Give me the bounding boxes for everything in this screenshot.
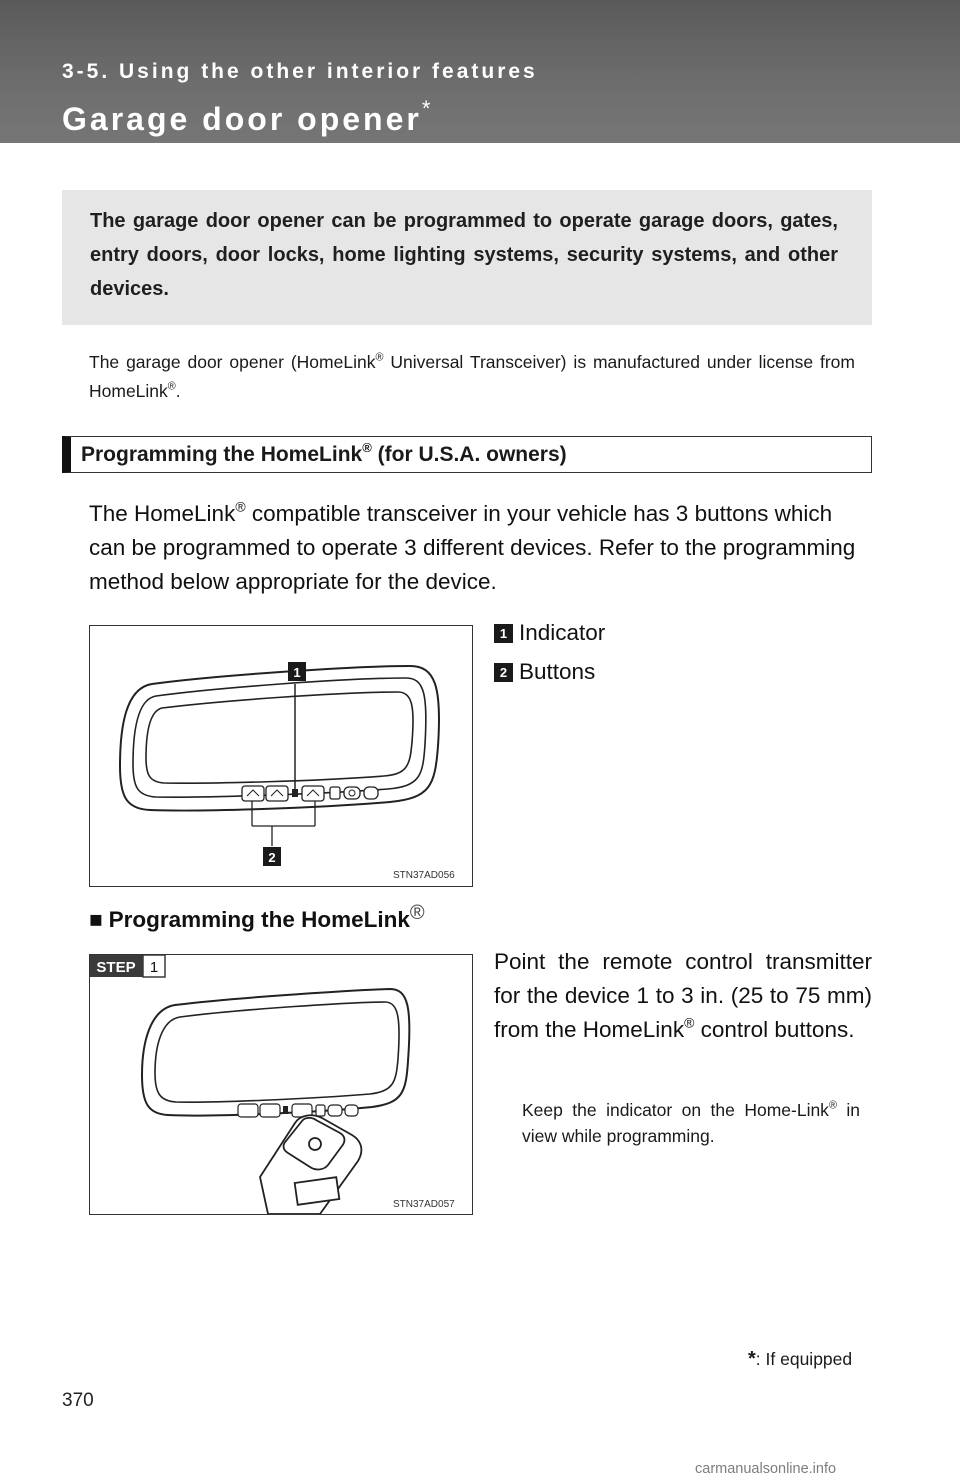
step-number: 1 [149, 959, 159, 976]
step1-text-1: Point the remote control transmitter for the device 1 to 3 in. (25 to 75 mm) from the HomeLink [494, 949, 872, 1042]
registered-mark: ® [828, 1099, 837, 1112]
rearview-mirror-illustration [90, 626, 472, 886]
page-header [0, 0, 960, 143]
step1-note-2: in view while programming. [522, 1100, 860, 1146]
footnote [748, 1348, 852, 1371]
step-label: STEP [96, 959, 136, 976]
section-number: 3-5. Using the other interior features [62, 60, 538, 83]
page-title-text: Garage door opener [62, 101, 422, 137]
step1-figure [89, 954, 473, 1215]
subsection-heading [62, 436, 872, 473]
registered-mark: ® [375, 351, 384, 364]
step1-text-2: control buttons. [694, 1017, 855, 1042]
legend-number: 2 [494, 663, 513, 682]
registered-mark: ® [362, 439, 372, 455]
legend-item-indicator [494, 620, 605, 646]
home-button-1 [242, 786, 264, 801]
intro-box [62, 190, 872, 325]
page-number: 370 [62, 1390, 94, 1411]
figure-code: STN37AD057 [393, 1199, 455, 1210]
legend-label: Indicator [519, 620, 606, 645]
step1-instruction [494, 945, 872, 1047]
license-paragraph [89, 348, 855, 406]
home-button-2 [266, 786, 288, 801]
if-equipped-mark: * [421, 96, 431, 121]
page-title [62, 96, 430, 138]
license-text-1: The garage door opener (HomeLink [89, 352, 376, 372]
body-text-2: compatible transceiver in your vehicle has 3 buttons which can be programmed to operate 3 different devices. Refer to the programming method below appropriate for the device. [89, 501, 856, 594]
mirror-figure [89, 625, 473, 887]
home-button-3 [302, 786, 324, 801]
programming-title: Programming the HomeLink [108, 907, 410, 932]
indicator-light [292, 789, 298, 797]
watermark: carmanualsonline.info [695, 1461, 837, 1477]
registered-mark: ® [167, 380, 176, 393]
body-text-1: The HomeLink [89, 501, 236, 526]
callout-1: 1 [293, 665, 301, 680]
license-text-end: . [175, 381, 181, 401]
step1-note [522, 1097, 860, 1149]
footnote-mark: * [748, 1348, 756, 1370]
footnote-text: : If equipped [755, 1349, 853, 1369]
step1-note-1: Keep the indicator on the Home-Link [522, 1100, 829, 1120]
mirror-and-remote-illustration [90, 955, 472, 1214]
registered-mark: ® [235, 498, 246, 515]
subsection-title-2: (for U.S.A. owners) [371, 443, 567, 466]
registered-mark: ® [409, 902, 425, 924]
registered-mark: ® [684, 1014, 695, 1031]
license-text-2: Universal Transceiver) is manufactured under license from HomeLink [89, 352, 855, 401]
body-paragraph [89, 497, 872, 599]
subsection-title-1: Programming the HomeLink [81, 443, 363, 466]
legend-label: Buttons [519, 659, 596, 684]
bullet-square: ■ [89, 907, 103, 932]
figure-code: STN37AD056 [393, 870, 455, 881]
legend-item-buttons [494, 659, 595, 685]
callout-2: 2 [268, 850, 276, 865]
legend-number: 1 [494, 624, 513, 643]
programming-heading [89, 902, 425, 933]
intro-text: The garage door opener can be programmed to operate garage doors, gates, entry doors, door locks, home lighting systems, security systems, and other devices. [90, 210, 838, 300]
